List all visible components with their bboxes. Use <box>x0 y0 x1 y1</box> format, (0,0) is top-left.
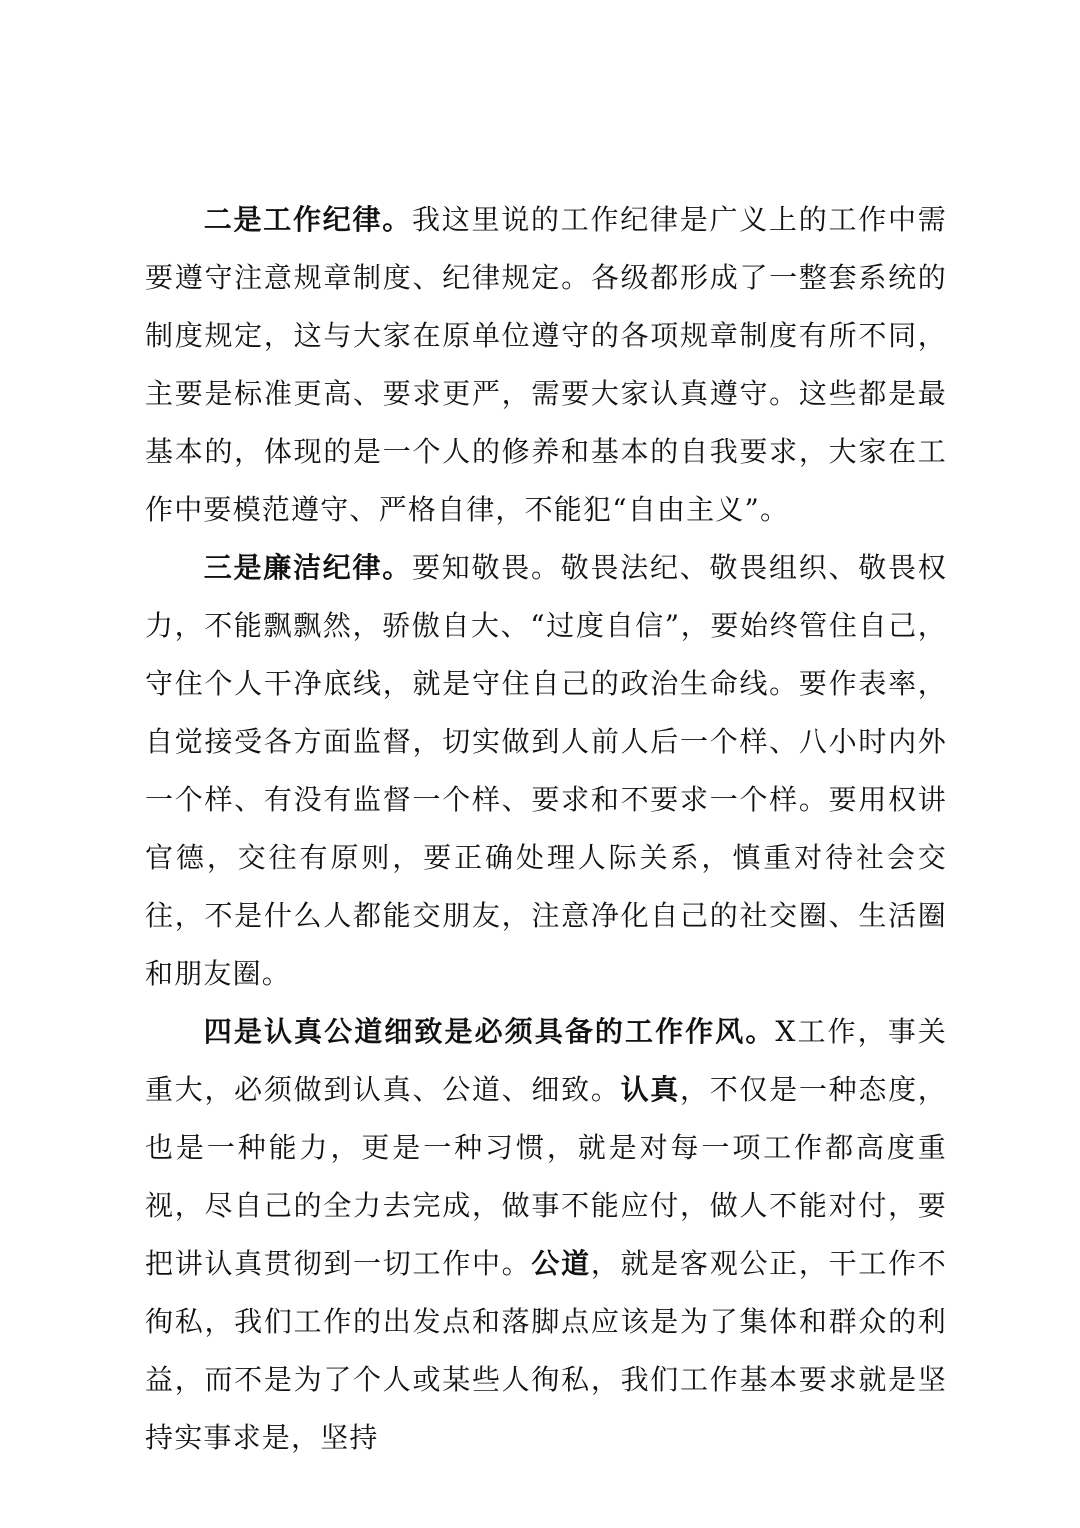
paragraph-work-discipline <box>145 191 947 539</box>
paragraph-heading: 四是认真公道细致是必须具备的工作作风。 <box>203 1015 776 1048</box>
paragraph-heading: 三是廉洁纪律。 <box>203 551 413 584</box>
paragraph-integrity-discipline <box>145 539 947 1003</box>
paragraph-text: 要知敬畏。敬畏法纪、敬畏组织、敬畏权力，不能飘飘然，骄傲自大、“过度自信”，要始终管住自己，守住个人干净底线，就是守住自己的政治生命线。要作表率，自觉接受各方面监督，切实做到人前人后一个样、八小时内外一个样、有没有监督一个样、要求和不要求一个样。要用权讲官德，交往有原则，要正确处理人际关系，慎重对待社会交往，不是什么人都能交朋友，注意净化自己的社交圈、生活圈和朋友圈。 <box>145 551 947 990</box>
paragraph-text: 我这里说的工作纪律是广义上的工作中需要遵守注意规章制度、纪律规定。各级都形成了一整套系统的制度规定，这与大家在原单位遵守的各项规章制度有所不同，主要是标准更高、要求更严，需要大家认真遵守。这些都是最基本的，体现的是一个人的修养和基本的自我要求，大家在工作中要模范遵守、严格自律，不能犯“自由主义”。 <box>145 203 947 526</box>
paragraph-text: ，不仅是一种态度，也是一种能力，更是一种习惯，就是对每一项工作都高度重视，尽自己的全力去完成，做事不能应付，做人不能对付，要把讲认真贯彻到一切工作中。 <box>145 1073 947 1280</box>
paragraph-text: X工作，事关重大，必须做到认真、公道、细致。 <box>145 1015 947 1106</box>
term-diligence: 认真 <box>620 1073 681 1106</box>
paragraph-heading: 二是工作纪律。 <box>203 203 413 236</box>
term-fairness: 公道 <box>531 1247 591 1280</box>
paragraph-work-style <box>145 1003 947 1467</box>
paragraph-text: ，就是客观公正，干工作不徇私，我们工作的出发点和落脚点应该是为了集体和群众的利益，而不是为了个人或某些人徇私，我们工作基本要求就是坚持实事求是，坚持 <box>145 1247 947 1454</box>
document-body <box>145 191 947 1467</box>
